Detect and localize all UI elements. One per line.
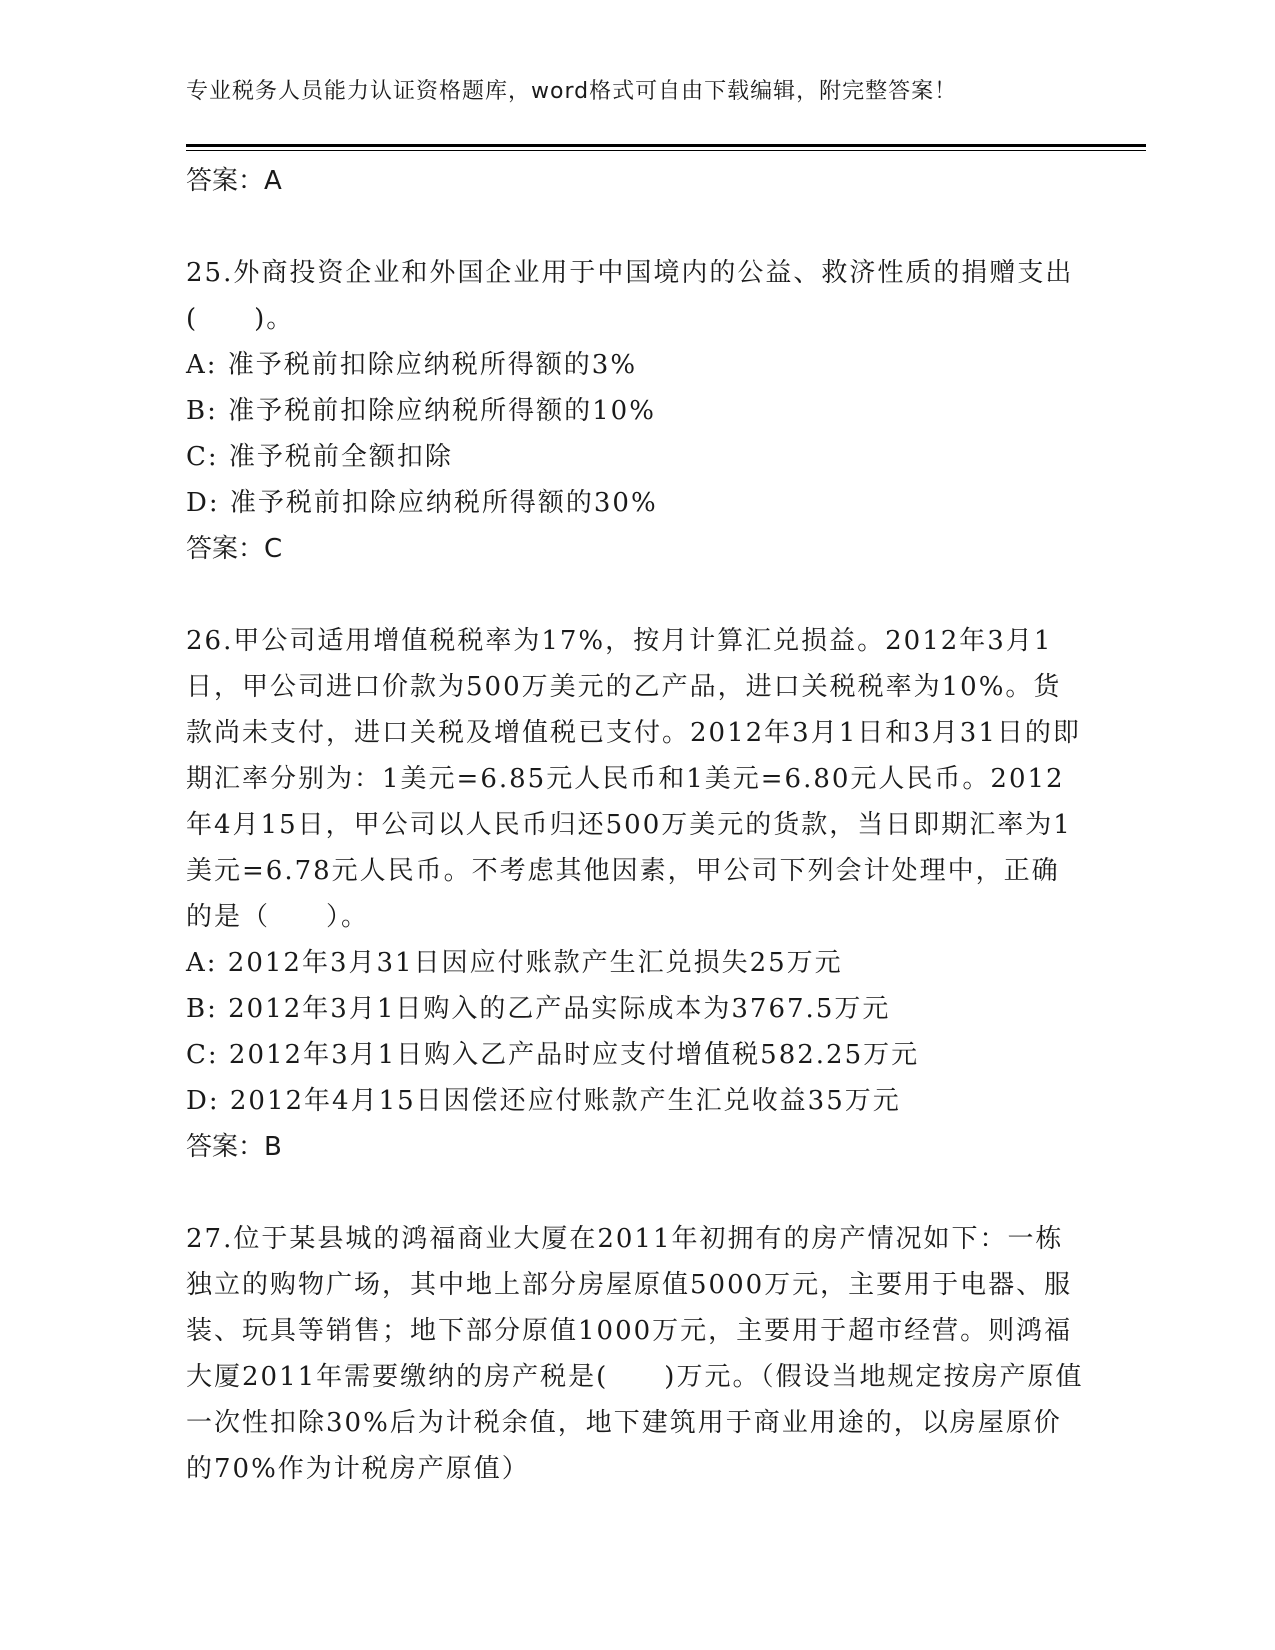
option-d: D: 2012年4月15日因偿还应付账款产生汇兑收益35万元 [186, 1086, 901, 1116]
question-answer: 答案：B [186, 1132, 282, 1162]
option-c: C: 2012年3月1日购入乙产品时应支付增值税582.25万元 [186, 1040, 920, 1070]
option-a: A: 2012年3月31日因应付账款产生汇兑损失25万元 [186, 948, 843, 978]
option-d: D: 准予税前扣除应纳税所得额的30% [186, 488, 658, 518]
header-rule-thin [186, 150, 1146, 151]
document-content [186, 158, 1086, 1492]
question-25 [186, 250, 1086, 572]
question-stem: 25.外商投资企业和外国企业用于中国境内的公益、救济性质的捐赠支出( )。 [186, 258, 1074, 334]
page-header: 专业税务人员能力认证资格题库，word格式可自由下载编辑，附完整答案！ [186, 79, 958, 104]
question-26 [186, 618, 1086, 1170]
option-a: A: 准予税前扣除应纳税所得额的3% [186, 350, 638, 380]
option-b: B: 2012年3月1日购入的乙产品实际成本为3767.5万元 [186, 994, 891, 1024]
question-stem: 26.甲公司适用增值税税率为17%，按月计算汇兑损益。2012年3月1日，甲公司进口价款为500万美元的乙产品，进口关税税率为10%。货款尚未支付，进口关税及增值税已支付。2012年3月1日和3月31日的即期汇率分别为：1美元=6.85元人民币和1美元=6.80元人民币。2012年4月15日，甲公司以人民币归还500万美元的货款，当日即期汇率为1美元=6.78元人民币。不考虑其他因素，甲公司下列会计处理中，正确的是（ ）。 [186, 626, 1081, 932]
question-stem: 27.位于某县城的鸿福商业大厦在2011年初拥有的房产情况如下：一栋独立的购物广场，其中地上部分房屋原值5000万元，主要用于电器、服装、玩具等销售；地下部分原值1000万元，主要用于超市经营。则鸿福大厦2011年需要缴纳的房产税是( )万元。（假设当地规定按房产原值一次性扣除30%后为计税余值，地下建筑用于商业用途的，以房屋原价的70%作为计税房产原值） [186, 1224, 1084, 1484]
header-rule-thick [186, 144, 1146, 147]
question-answer: 答案：C [186, 534, 283, 564]
option-b: B: 准予税前扣除应纳税所得额的10% [186, 396, 656, 426]
question-27 [186, 1216, 1086, 1492]
option-c: C: 准予税前全额扣除 [186, 442, 453, 472]
previous-answer: 答案：A [186, 166, 282, 196]
